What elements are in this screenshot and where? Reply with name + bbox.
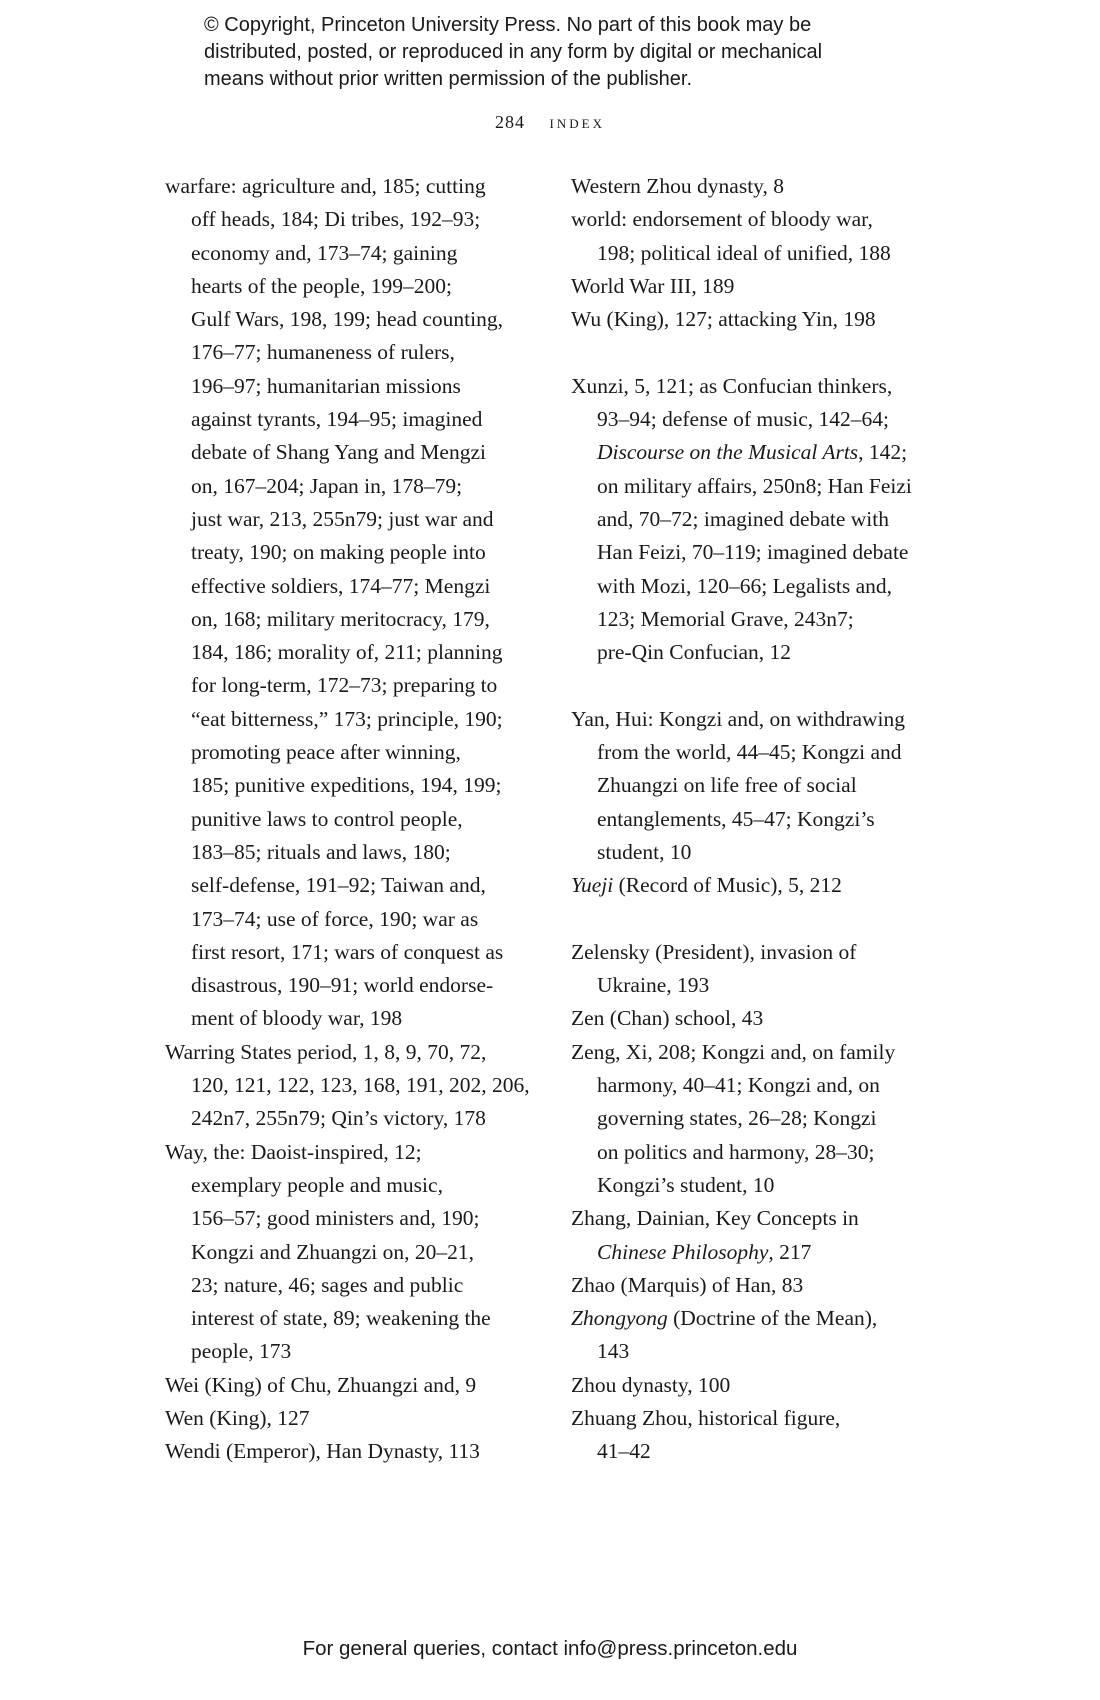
index-entry-line: Yueji (Record of Music), 5, 212 xyxy=(571,873,842,898)
index-entry-line: ment of bloody war, 198 xyxy=(191,1006,403,1031)
index-entry xyxy=(571,1369,943,1402)
index-entry xyxy=(571,936,943,1003)
index-entry-line: punitive laws to control people, xyxy=(191,806,463,831)
index-entry-line: people, 173 xyxy=(191,1339,292,1364)
index-entry-line: debate of Shang Yang and Mengzi xyxy=(191,440,486,465)
copyright-line: © Copyright, Princeton University Press. No part of this book may be xyxy=(204,14,812,36)
index-entry xyxy=(571,1402,943,1469)
index-entry-line: Zen (Chan) school, 43 xyxy=(571,1006,764,1031)
index-entry xyxy=(571,170,943,203)
index-entry xyxy=(165,1369,533,1402)
index-entry-line: Zhuangzi on life free of social xyxy=(597,773,857,798)
index-entry-line: governing states, 26–28; Kongzi xyxy=(597,1106,877,1131)
index-entry-line: treaty, 190; on making people into xyxy=(191,540,486,565)
index-entry-line: interest of state, 89; weakening the xyxy=(191,1306,491,1331)
index-entry-line: 185; punitive expeditions, 194, 199; xyxy=(191,773,502,798)
index-entry-line: for long-term, 172–73; preparing to xyxy=(191,673,498,698)
index-entry-line: 123; Memorial Grave, 243n7; xyxy=(597,606,854,631)
index-entry-line: Wei (King) of Chu, Zhuangzi and, 9 xyxy=(165,1372,477,1397)
index-entry-line: Kongzi’s student, 10 xyxy=(597,1172,775,1197)
index-entry-line: on military affairs, 250n8; Han Feizi xyxy=(597,473,912,498)
index-entry-line: 173–74; use of force, 190; war as xyxy=(191,906,479,931)
index-entry-line: just war, 213, 255n79; just war and xyxy=(191,506,494,531)
copyright-notice xyxy=(204,12,924,93)
index-entry-line: Wendi (Emperor), Han Dynasty, 113 xyxy=(165,1439,480,1464)
index-entry-line: on, 167–204; Japan in, 178–79; xyxy=(191,473,463,498)
index-column-left xyxy=(165,170,533,1469)
index-entry xyxy=(571,1302,943,1369)
index-entry-line: Zhongyong (Doctrine of the Mean), xyxy=(571,1306,878,1331)
index-entry-line: Chinese Philosophy, 217 xyxy=(597,1239,812,1264)
index-entry xyxy=(571,1202,943,1269)
index-entry-line: Yan, Hui: Kongzi and, on withdrawing xyxy=(571,706,906,731)
index-entry xyxy=(571,703,943,869)
index-entry xyxy=(165,1136,533,1369)
index-entry-line: Wen (King), 127 xyxy=(165,1405,310,1430)
index-entry xyxy=(165,1402,533,1435)
index-entry-line: 23; nature, 46; sages and public xyxy=(191,1272,464,1297)
index-entry xyxy=(571,303,943,336)
index-entry-line: 120, 121, 122, 123, 168, 191, 202, 206, xyxy=(191,1073,530,1098)
copyright-line: means without prior written permission of the publisher. xyxy=(204,68,693,90)
index-entry-line: 198; political ideal of unified, 188 xyxy=(597,240,891,265)
index-entry xyxy=(571,1036,943,1202)
index-entry-line: “eat bitterness,” 173; principle, 190; xyxy=(191,706,503,731)
index-entry-line: disastrous, 190–91; world endorse- xyxy=(191,973,494,998)
index-entry-line: from the world, 44–45; Kongzi and xyxy=(597,740,902,765)
letter-group-spacer xyxy=(571,669,943,702)
index-entry-line: on politics and harmony, 28–30; xyxy=(597,1139,875,1164)
letter-group-spacer xyxy=(571,903,943,936)
index-entry-line: pre-Qin Confucian, 12 xyxy=(597,640,792,665)
index-entry xyxy=(571,1002,943,1035)
index-entry-line: exemplary people and music, xyxy=(191,1172,443,1197)
index-entry-line: entanglements, 45–47; Kongzi’s xyxy=(597,806,875,831)
index-entry-line: 176–77; humaneness of rulers, xyxy=(191,340,455,365)
index-entry-line: on, 168; military meritocracy, 179, xyxy=(191,606,490,631)
index-entry xyxy=(165,1435,533,1468)
index-entry-line: off heads, 184; Di tribes, 192–93; xyxy=(191,207,481,232)
index-entry-line: Ukraine, 193 xyxy=(597,973,710,998)
index-entry-line: harmony, 40–41; Kongzi and, on xyxy=(597,1073,880,1098)
footer-contact: For general queries, contact info@press.princeton.edu xyxy=(302,1637,798,1660)
index-entry-line: Discourse on the Musical Arts, 142; xyxy=(597,440,908,465)
index-entry-line: Zeng, Xi, 208; Kongzi and, on family xyxy=(571,1039,896,1064)
index-entry-line: Zhao (Marquis) of Han, 83 xyxy=(571,1272,804,1297)
index-entry-line: Wu (King), 127; attacking Yin, 198 xyxy=(571,307,876,332)
index-entry xyxy=(571,1269,943,1302)
index-entry-line: world: endorsement of bloody war, xyxy=(571,207,873,232)
index-entry-line: Way, the: Daoist-inspired, 12; xyxy=(165,1139,422,1164)
index-entry-line: Kongzi and Zhuangzi on, 20–21, xyxy=(191,1239,475,1264)
index-entry-line: Western Zhou dynasty, 8 xyxy=(571,174,785,198)
index-entry-line: Zhang, Dainian, Key Concepts in xyxy=(571,1206,859,1231)
running-head xyxy=(0,112,1100,133)
index-entry-line: with Mozi, 120–66; Legalists and, xyxy=(597,573,892,598)
index-entry-line: economy and, 173–74; gaining xyxy=(191,240,458,265)
index-entry-line: promoting peace after winning, xyxy=(191,740,461,765)
index-entry-line: first resort, 171; wars of conquest as xyxy=(191,939,504,964)
index-entry xyxy=(571,370,943,670)
index-entry-line: Gulf Wars, 198, 199; head counting, xyxy=(191,307,503,332)
index-entry-line: 93–94; defense of music, 142–64; xyxy=(597,407,889,432)
index-entry-line: Han Feizi, 70–119; imagined debate xyxy=(597,540,909,565)
index-entry-line: 242n7, 255n79; Qin’s victory, 178 xyxy=(191,1106,486,1131)
index-entry-line: 41–42 xyxy=(597,1439,651,1464)
index-entry-line: Zhuang Zhou, historical figure, xyxy=(571,1405,841,1430)
index-entry xyxy=(165,170,533,1036)
index-entry-line: student, 10 xyxy=(597,839,692,864)
copyright-line: distributed, posted, or reproduced in any form by digital or mechanical xyxy=(204,41,823,63)
index-entry-line: warfare: agriculture and, 185; cutting xyxy=(165,174,486,198)
index-column-right xyxy=(571,170,943,1469)
index-entry-line: 143 xyxy=(597,1339,630,1364)
index-entry-line: and, 70–72; imagined debate with xyxy=(597,506,889,531)
index-entry-line: Xunzi, 5, 121; as Confucian thinkers, xyxy=(571,373,893,398)
index-entry-line: self-defense, 191–92; Taiwan and, xyxy=(191,873,486,898)
index-entry-line: hearts of the people, 199–200; xyxy=(191,273,452,298)
index-entry-line: World War III, 189 xyxy=(571,273,735,298)
index-entry xyxy=(571,270,943,303)
index-entry-line: Warring States period, 1, 8, 9, 70, 72, xyxy=(165,1039,487,1064)
index-entry-line: Zelensky (President), invasion of xyxy=(571,939,857,964)
index-entry xyxy=(571,869,943,902)
index-entry xyxy=(571,203,943,270)
index-entry-line: 183–85; rituals and laws, 180; xyxy=(191,839,451,864)
index-entry-line: 196–97; humanitarian missions xyxy=(191,373,461,398)
letter-group-spacer xyxy=(571,336,943,369)
index-entry-line: 184, 186; morality of, 211; planning xyxy=(191,640,503,665)
section-title: index xyxy=(549,112,605,132)
index-entry-line: 156–57; good ministers and, 190; xyxy=(191,1206,480,1231)
index-entry-line: against tyrants, 194–95; imagined xyxy=(191,407,483,432)
index-entry-line: Zhou dynasty, 100 xyxy=(571,1372,731,1397)
index-entry xyxy=(165,1036,533,1136)
index-entry-line: effective soldiers, 174–77; Mengzi xyxy=(191,573,491,598)
page-number: 284 xyxy=(495,112,526,132)
